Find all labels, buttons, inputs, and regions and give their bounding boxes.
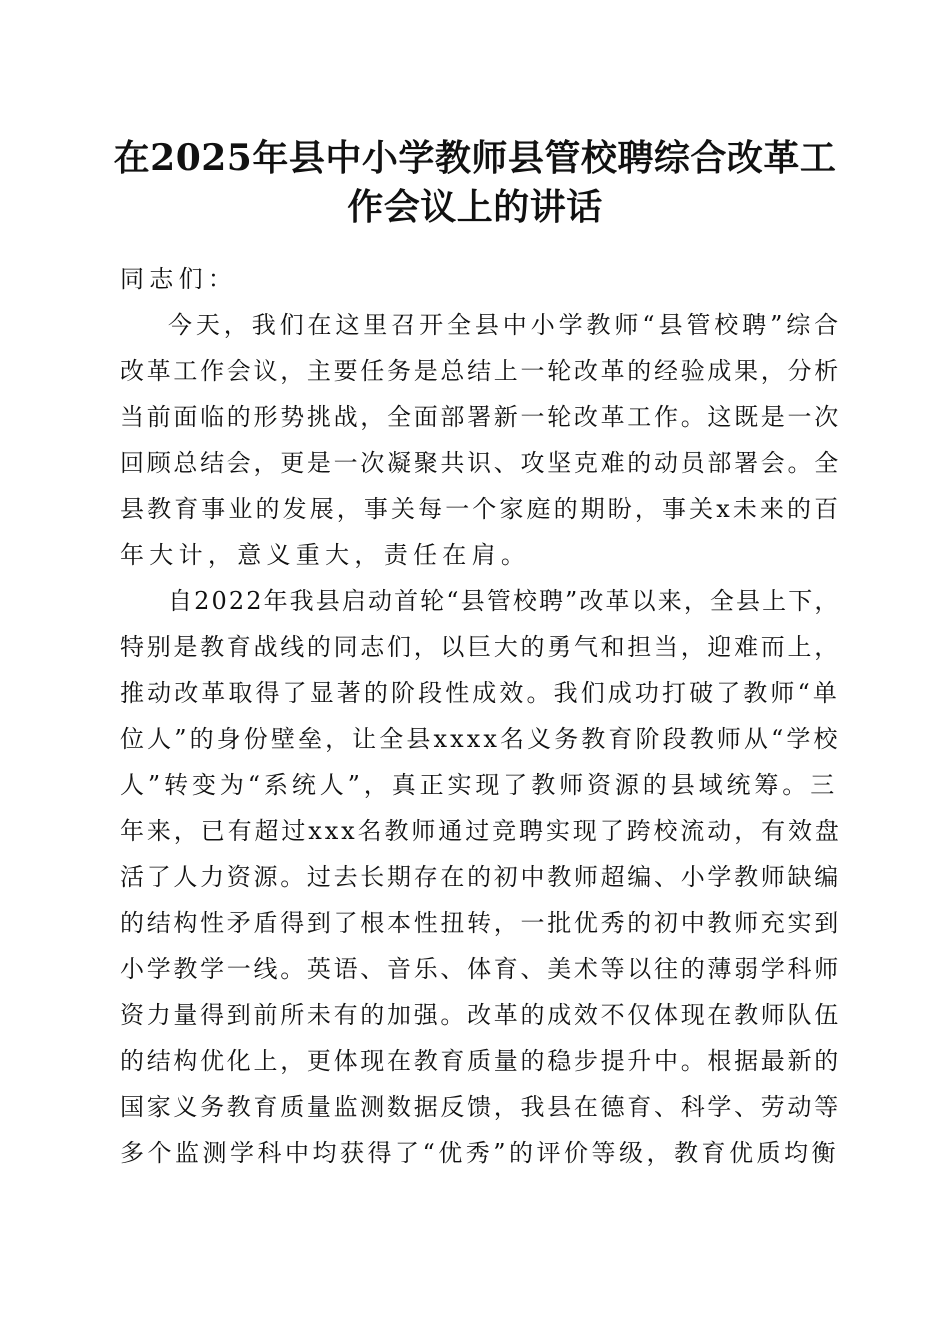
paragraph-line: 年大计，意义重大，责任在肩。 xyxy=(120,541,531,569)
paragraph-line: 国家义务教育质量监测数据反馈，我县在德育、科学、劳动等 xyxy=(120,1093,841,1121)
paragraph-line: 推动改革取得了显著的阶段性成效。我们成功打破了教师“单 xyxy=(120,679,840,707)
document-title xyxy=(100,134,850,232)
document-body xyxy=(120,256,843,1176)
paragraph-line: 回顾总结会，更是一次凝聚共识、攻坚克难的动员部署会。全 xyxy=(120,449,841,477)
paragraph-2 xyxy=(120,578,840,1176)
title-line: 在2025年县中小学教师县管校聘综合改革工 xyxy=(113,137,837,179)
paragraph-line: 的结构优化上，更体现在教育质量的稳步提升中。根据最新的 xyxy=(120,1047,841,1075)
paragraph-line: 特别是教育战线的同志们，以巨大的勇气和担当，迎难而上， xyxy=(120,633,841,661)
paragraph-line: 人”转变为“系统人”，真正实现了教师资源的县域统筹。三 xyxy=(120,771,839,799)
paragraph-line: 位人”的身份壁垒，让全县xxxx名义务教育阶段教师从“学校 xyxy=(120,725,841,753)
paragraph-line: 改革工作会议，主要任务是总结上一轮改革的经验成果，分析 xyxy=(120,357,841,385)
paragraph-line: 小学教学一线。英语、音乐、体育、美术等以往的薄弱学科师 xyxy=(120,955,841,983)
paragraph-line: 县教育事业的发展，事关每一个家庭的期盼，事关x未来的百 xyxy=(120,495,842,523)
paragraph-line: 当前面临的形势挑战，全面部署新一轮改革工作。这既是一次 xyxy=(120,403,841,431)
title-line: 作会议上的讲话 xyxy=(347,186,603,228)
paragraph-line: 自2022年我县启动首轮“县管校聘”改革以来，全县上下， xyxy=(168,587,841,615)
paragraph-line: 活了人力资源。过去长期存在的初中教师超编、小学教师缺编 xyxy=(120,863,841,891)
paragraph-line: 年来，已有超过xxx名教师通过竞聘实现了跨校流动，有效盘 xyxy=(120,817,842,845)
paragraph-line: 的结构性矛盾得到了根本性扭转，一批优秀的初中教师充实到 xyxy=(120,909,841,937)
paragraph-line: 资力量得到前所未有的加强。改革的成效不仅体现在教师队伍 xyxy=(120,1001,841,1029)
paragraph-line: 今天，我们在这里召开全县中小学教师“县管校聘”综合 xyxy=(168,311,843,339)
salutation: 同志们： xyxy=(120,265,238,293)
paragraph-line: 多个监测学科中均获得了“优秀”的评价等级，教育优质均衡 xyxy=(120,1139,840,1167)
paragraph-1 xyxy=(120,302,843,578)
